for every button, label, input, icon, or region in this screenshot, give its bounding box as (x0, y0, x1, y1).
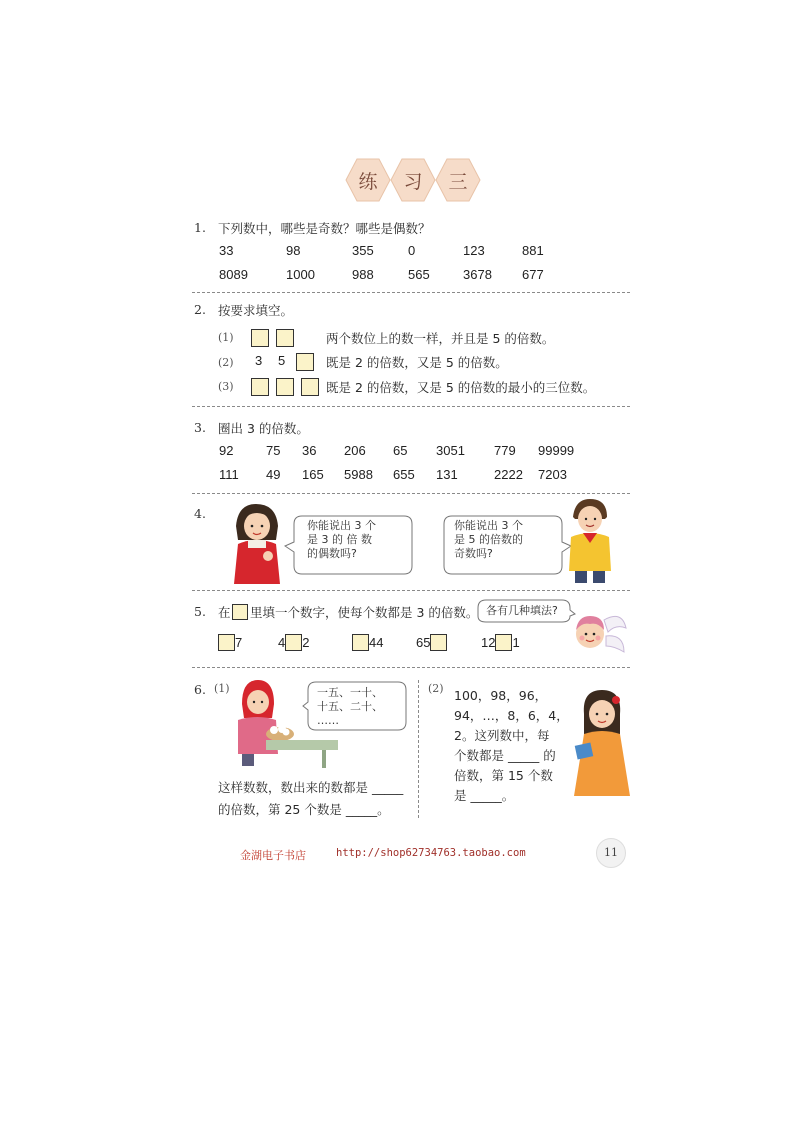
q6-part2-line: 2。这列数中，每 (454, 728, 550, 743)
q1-number-item: 33 (219, 243, 234, 258)
q3-number-item: 779 (494, 443, 516, 458)
answer-box[interactable] (251, 329, 269, 347)
q3-number-item: 3051 (436, 443, 465, 458)
q3-number-item: 5988 (344, 467, 373, 482)
q3-number-item: 655 (393, 467, 415, 482)
shop-name: 金湖电子书店 (240, 849, 306, 862)
divider (192, 590, 630, 591)
q1-number-item: 98 (286, 243, 301, 258)
q3-number-item: 65 (393, 443, 408, 458)
q6-part2-line: 倍数，第 15 个数 (454, 768, 553, 783)
q3-number-item: 165 (302, 467, 324, 482)
example-box (232, 604, 248, 620)
q6-part1-label: (1) (214, 682, 230, 695)
q1-number-item: 0 (408, 243, 416, 258)
q5-item-digits: 7 (235, 635, 243, 650)
bubble-text-right: 你能说出 3 个 是 5 的倍数的 奇数吗? (454, 519, 523, 560)
angel-illustration (568, 606, 628, 664)
q1-text: 下列数中，哪些是奇数？哪些是偶数？ (218, 221, 431, 236)
answer-box[interactable] (276, 329, 294, 347)
q3-number-item: 2222 (494, 467, 523, 482)
q2-item2-digit2: 5 (278, 353, 286, 368)
q2-item1-boxes (251, 327, 294, 347)
title-hex-3 (435, 158, 481, 202)
answer-box[interactable] (251, 378, 269, 396)
title-char-1: 练 (358, 171, 378, 193)
page-title (345, 158, 481, 202)
q2-text: 按要求填空。 (218, 303, 294, 318)
q2-item2-digit1: 3 (255, 353, 263, 368)
q5-item-4 (416, 632, 447, 651)
q5-item-1 (218, 632, 242, 651)
q3-number-item: 49 (266, 467, 281, 482)
q2-item3-text: 既是 2 的倍数，又是 5 的倍数的最小的三位数。 (326, 380, 596, 395)
q3-number-item: 75 (266, 443, 281, 458)
answer-box[interactable] (218, 634, 235, 651)
q1-number-item: 8089 (219, 267, 248, 282)
q1-number-item: 677 (522, 267, 544, 282)
q5-bubble-text: 各有几种填法? (486, 604, 558, 617)
q1-number-item: 988 (352, 267, 374, 282)
q6-part1-line1: 这样数数，数出来的数都是 _____ (218, 780, 404, 795)
page-number: 11 (596, 838, 626, 868)
q2-item2-text: 既是 2 的倍数，又是 5 的倍数。 (326, 355, 508, 370)
q2-item1-text: 两个数位上的数一样，并且是 5 的倍数。 (326, 331, 555, 346)
q2-number: 2. (194, 302, 206, 317)
q5-item-digits: 44 (369, 635, 384, 650)
q1-number-item: 3678 (463, 267, 492, 282)
q1-number-item: 881 (522, 243, 544, 258)
q1-number: 1. (194, 220, 206, 235)
girl-reading-illustration (570, 684, 634, 800)
divider (192, 406, 630, 407)
divider (192, 292, 630, 293)
q5-number: 5. (194, 604, 206, 619)
q3-number: 3. (194, 420, 206, 435)
divider (192, 667, 630, 668)
q5-text-after: 里填一个数字，使每个数都是 3 的倍数。 (250, 605, 479, 620)
q3-number-item: 131 (436, 467, 458, 482)
q2-item2-label: (2) (218, 356, 234, 369)
q6-part2-line: 94，…，8，6，4， (454, 708, 569, 723)
q6-part1-line2: 的倍数，第 25 个数是 _____。 (218, 802, 390, 817)
answer-box[interactable] (495, 634, 512, 651)
title-char-2: 习 (403, 171, 423, 193)
boy-illustration (565, 497, 615, 585)
q5-item-digits: 12 (481, 635, 496, 650)
q6-bubble-text: 一五、一十、 十五、二十、 …… (317, 686, 383, 727)
girl-illustration (226, 500, 288, 586)
q1-number-item: 1000 (286, 267, 315, 282)
q3-number-item: 92 (219, 443, 234, 458)
q2-item3-boxes (251, 376, 319, 396)
bubble-text-left: 你能说出 3 个 是 3 的 倍 数 的偶数吗? (307, 519, 376, 560)
q6-part2-line: 是 _____。 (454, 788, 515, 803)
shop-url[interactable]: http://shop62734763.taobao.com (336, 847, 526, 859)
q1-number-item: 123 (463, 243, 485, 258)
q5-item-5 (481, 632, 520, 651)
answer-box[interactable] (285, 634, 302, 651)
answer-box[interactable] (352, 634, 369, 651)
q2-item1-label: (1) (218, 331, 234, 344)
q1-number-item: 565 (408, 267, 430, 282)
q5-item-2 (278, 632, 309, 651)
answer-box[interactable] (296, 353, 314, 371)
q5-text-before: 在 (218, 605, 231, 620)
q6-number: 6. (194, 682, 206, 697)
q3-text: 圈出 3 的倍数。 (218, 421, 309, 436)
q6-part2-label: (2) (428, 682, 444, 695)
q3-number-item: 7203 (538, 467, 567, 482)
q5-item-digits: 2 (302, 635, 310, 650)
q6-part2-line: 100，98，96， (454, 688, 548, 703)
q5-item-3 (352, 632, 383, 651)
q2-item2-box (296, 351, 314, 371)
q3-number-item: 36 (302, 443, 317, 458)
title-char-3: 三 (448, 171, 468, 193)
q1-number-item: 355 (352, 243, 374, 258)
q5-item-digits: 4 (278, 635, 286, 650)
q4-number: 4. (194, 506, 206, 521)
q5-inline-box (232, 601, 248, 620)
title-hex-1 (345, 158, 391, 202)
answer-box[interactable] (430, 634, 447, 651)
q5-item-digits: 65 (416, 635, 431, 650)
q3-number-item: 111 (219, 467, 239, 482)
q5-item-digits: 1 (512, 635, 520, 650)
answer-box[interactable] (276, 378, 294, 396)
answer-box[interactable] (301, 378, 319, 396)
q6-part2-line: 个数都是 _____ 的 (454, 748, 556, 763)
divider (192, 493, 630, 494)
q2-item3-label: (3) (218, 380, 234, 393)
q3-number-item: 206 (344, 443, 366, 458)
title-hex-2 (390, 158, 436, 202)
vertical-divider (418, 680, 419, 818)
q3-number-item: 99999 (538, 443, 575, 458)
